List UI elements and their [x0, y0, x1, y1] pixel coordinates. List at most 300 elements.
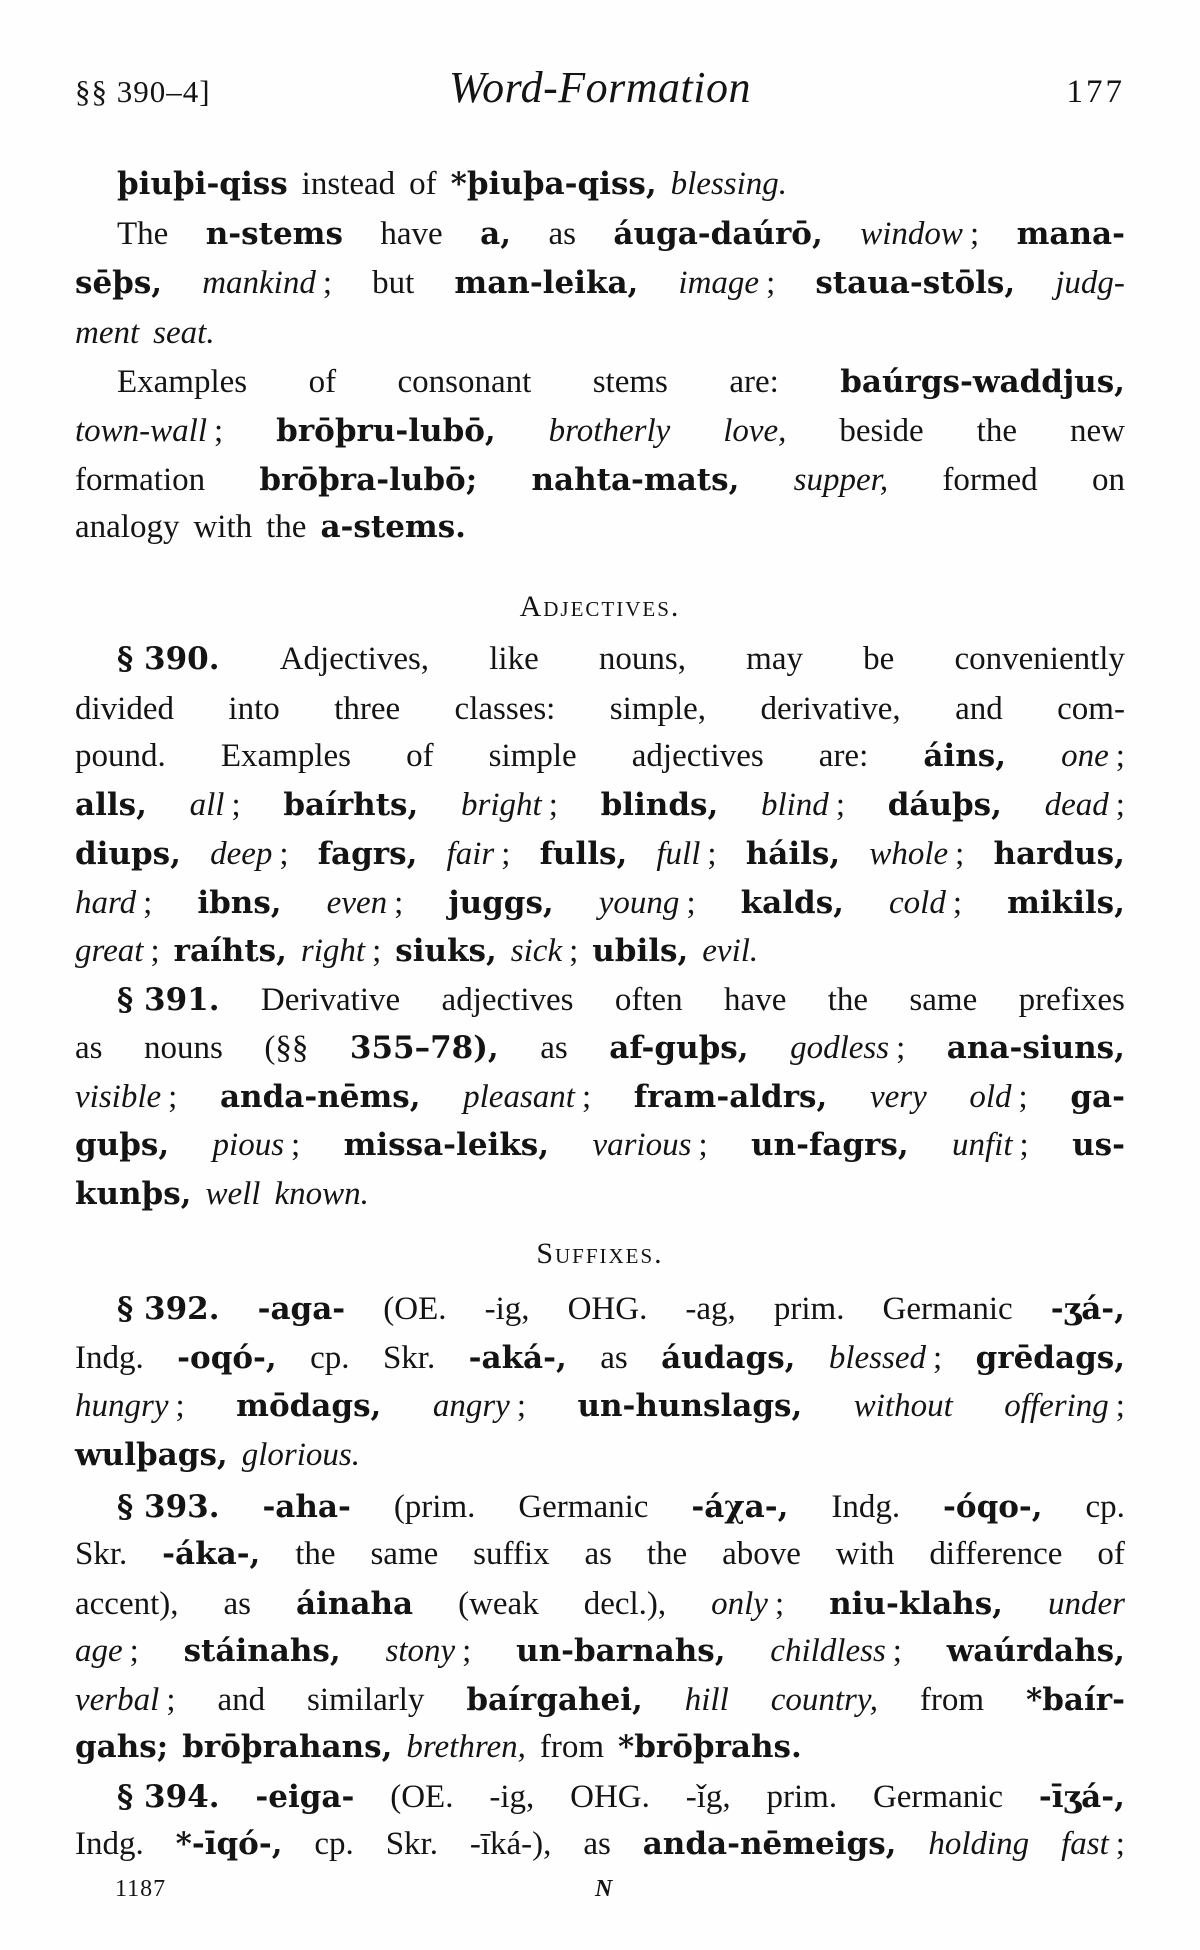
word: the	[266, 509, 307, 545]
word-group	[760, 687, 900, 731]
word-group	[929, 1532, 1062, 1576]
word: ;	[150, 933, 160, 969]
word-group	[889, 881, 962, 925]
word: ;	[129, 1633, 139, 1669]
word: but	[372, 265, 415, 301]
word-group	[584, 1582, 666, 1626]
word-group	[1055, 261, 1125, 305]
word-group	[977, 409, 1017, 453]
word-group	[615, 978, 683, 1022]
gloss-word: image	[678, 265, 760, 301]
word-group	[952, 1123, 1029, 1167]
section-heading: Suffixes.	[536, 1237, 664, 1270]
word: ;	[1115, 738, 1125, 774]
word-group	[466, 1678, 642, 1722]
word: have	[724, 982, 787, 1018]
word: as	[583, 1826, 611, 1862]
gloss-word: town-wall	[75, 413, 208, 449]
word-group	[75, 783, 147, 827]
gloss-word: unfit	[952, 1127, 1013, 1163]
word-group	[75, 409, 223, 453]
gothic-word: juggs,	[448, 885, 554, 921]
word: Indg.	[831, 1489, 901, 1525]
word-group	[518, 1485, 648, 1529]
gothic-word: kunþs,	[75, 1176, 192, 1212]
word-group	[177, 1336, 277, 1380]
word: com-	[1057, 691, 1125, 727]
word: ;	[766, 265, 776, 301]
word-group	[75, 1582, 179, 1626]
word: have	[380, 216, 443, 252]
text-line	[75, 1582, 1125, 1626]
word-group	[829, 1336, 942, 1380]
gloss-word: offering	[1004, 1388, 1109, 1424]
word: (prim.	[393, 1489, 476, 1525]
word: ;	[168, 1079, 178, 1115]
text-line	[117, 1775, 1125, 1819]
word: instead	[301, 166, 396, 202]
word-group	[255, 1775, 354, 1819]
word-group	[678, 261, 775, 305]
word-group	[448, 881, 553, 925]
gothic-word: -īʒá-,	[1038, 1779, 1125, 1815]
word: above	[722, 1536, 801, 1572]
word-group	[442, 978, 574, 1022]
word-group	[942, 458, 1037, 502]
text-line	[75, 1822, 1125, 1866]
word: Skr.	[75, 1536, 128, 1572]
word-group	[860, 212, 979, 256]
word: ;	[1115, 787, 1125, 823]
word-group	[583, 1822, 611, 1866]
word: ;	[707, 836, 717, 872]
text-line	[75, 1629, 1125, 1673]
word-group	[761, 783, 845, 827]
word-group	[153, 311, 214, 355]
text-line	[75, 1172, 1125, 1216]
word-group	[258, 1287, 346, 1331]
gothic-word: háils,	[745, 836, 841, 872]
word: on	[1091, 462, 1125, 498]
gothic-word: áudags,	[661, 1340, 796, 1376]
word-group	[406, 734, 434, 778]
word-group	[1004, 1384, 1125, 1428]
word: of	[406, 738, 434, 774]
text-line	[75, 1336, 1125, 1380]
gothic-word: § 394.	[117, 1779, 220, 1815]
word-group	[863, 637, 894, 681]
word-group	[372, 261, 414, 305]
gothic-word: *þiuþa-qiss,	[450, 166, 657, 202]
word-group	[724, 978, 786, 1022]
word: ;	[322, 265, 333, 301]
word-group	[397, 360, 531, 404]
word-group	[685, 1678, 729, 1722]
word: Examples	[117, 364, 248, 400]
word-group	[691, 1485, 788, 1529]
text-line	[75, 1384, 1125, 1428]
text-line	[117, 360, 1125, 404]
section-range: §§ 390–4]	[75, 74, 211, 109]
word-group	[947, 1026, 1125, 1070]
word-group	[318, 832, 418, 876]
word-group	[593, 360, 668, 404]
word-group	[117, 637, 220, 681]
word-group	[976, 1336, 1125, 1380]
gothic-word: -aká-,	[468, 1340, 567, 1376]
gloss-word: young	[598, 885, 680, 921]
running-head	[75, 62, 1125, 122]
word-group	[790, 1026, 905, 1070]
text-line	[75, 1433, 1125, 1477]
word-group	[1026, 1678, 1125, 1722]
word: like	[489, 641, 539, 677]
text-line	[117, 637, 1125, 681]
word-group	[117, 978, 220, 1022]
gloss-word: under	[1047, 1586, 1125, 1622]
text-line	[75, 505, 1125, 549]
word-group	[383, 1336, 435, 1380]
word: ;	[569, 933, 579, 969]
gloss-word: age	[75, 1633, 123, 1669]
gothic-word: alls,	[75, 787, 147, 823]
word: ;	[1019, 1127, 1029, 1163]
word-group	[920, 1678, 984, 1722]
word-group	[75, 1532, 127, 1576]
word: ;	[835, 787, 845, 823]
word-group	[548, 212, 576, 256]
word-group	[261, 978, 400, 1022]
word-group	[75, 1172, 191, 1216]
gothic-word: dáuþs,	[887, 787, 1002, 823]
word: derivative,	[760, 691, 901, 727]
text-line	[75, 1532, 1125, 1576]
word: three	[334, 691, 401, 727]
word: ;	[892, 1633, 902, 1669]
gothic-word: missa-leiks,	[343, 1127, 550, 1163]
word-group	[592, 929, 688, 973]
chapter-title: Word-Formation	[449, 63, 751, 112]
gothic-word: ana-siuns,	[946, 1030, 1125, 1066]
word-group	[923, 734, 1006, 778]
gothic-word: § 392.	[117, 1291, 220, 1327]
word: be	[863, 641, 895, 677]
word: divided	[75, 691, 174, 727]
word-group	[883, 1287, 1013, 1331]
word-group	[283, 783, 418, 827]
word: (OE.	[390, 1779, 454, 1815]
gothic-word: § 391.	[117, 982, 220, 1018]
gloss-word: evil.	[702, 933, 759, 969]
word-group	[350, 1026, 499, 1070]
gloss-word: full	[656, 836, 701, 872]
word-group	[262, 1485, 350, 1529]
gothic-word: fulls,	[539, 836, 628, 872]
gothic-word: nahta-mats,	[531, 462, 740, 498]
word-group	[741, 881, 844, 925]
word-group	[1057, 687, 1125, 731]
word: often	[614, 982, 683, 1018]
word-group	[511, 929, 578, 973]
gloss-word: only	[711, 1586, 768, 1622]
gothic-word: brōþrahans,	[182, 1729, 393, 1765]
word: simple,	[609, 691, 707, 727]
word-group	[600, 1336, 628, 1380]
word-group	[632, 734, 764, 778]
word-group	[117, 162, 288, 206]
word-group	[221, 734, 351, 778]
gothic-word: gahs;	[75, 1729, 169, 1765]
word: -īká-),	[469, 1826, 552, 1862]
word-group	[217, 1678, 265, 1722]
gothic-word: § 390.	[117, 641, 220, 677]
word-group	[993, 832, 1124, 876]
word-group	[223, 1582, 251, 1626]
word: ;	[581, 1079, 592, 1115]
word: consonant	[397, 364, 532, 400]
gothic-word: guþs,	[75, 1127, 170, 1163]
gothic-word: baúrgs-waddjus,	[840, 364, 1125, 400]
gloss-word: hard	[75, 885, 137, 921]
word: Germanic	[882, 1291, 1013, 1327]
word: (OE.	[383, 1291, 447, 1327]
word: Indg.	[75, 1340, 144, 1376]
word-group	[767, 1775, 838, 1819]
gloss-word: brethren,	[406, 1729, 526, 1765]
gloss-word: all	[189, 787, 225, 823]
word-group	[380, 212, 442, 256]
word-group	[489, 734, 577, 778]
gloss-word: childless	[770, 1633, 886, 1669]
word: cp.	[1085, 1489, 1125, 1525]
gloss-word: window	[860, 216, 963, 252]
word-group	[873, 1775, 1003, 1819]
word: ;	[896, 1030, 906, 1066]
word-group	[395, 929, 497, 973]
gloss-word: pious	[212, 1127, 285, 1163]
word: Adjectives,	[279, 641, 430, 677]
gothic-word: -óqo-,	[943, 1489, 1043, 1525]
word: adjectives	[631, 738, 764, 774]
word-group	[540, 832, 628, 876]
word-group	[383, 1287, 446, 1331]
text-line	[75, 734, 1125, 778]
gothic-word: brōþra-lubō;	[259, 462, 478, 498]
word-group	[489, 1775, 534, 1819]
word-group	[274, 1172, 368, 1216]
word-group	[320, 505, 466, 549]
word-group	[276, 409, 496, 453]
word-group	[193, 505, 252, 549]
word: ;	[143, 885, 153, 921]
word-group	[854, 1384, 953, 1428]
word: Germanic	[872, 1779, 1004, 1815]
gloss-word: bright	[461, 787, 542, 823]
word-group	[829, 1582, 1003, 1626]
page-footer	[75, 1876, 1125, 1912]
gloss-word: old	[969, 1079, 1012, 1115]
word: the	[295, 1536, 336, 1572]
word-group	[568, 1287, 648, 1331]
gloss-word: fair	[446, 836, 495, 872]
word-group	[947, 1629, 1125, 1673]
word-group	[75, 1384, 185, 1428]
word-group	[447, 832, 511, 876]
gothic-word: -oqó-,	[177, 1340, 277, 1376]
word: (weak	[458, 1586, 539, 1622]
word-group	[1051, 1287, 1125, 1331]
text-line	[75, 687, 1125, 731]
word: with	[193, 509, 253, 545]
gloss-word: sick	[510, 933, 563, 969]
word: ;	[279, 836, 289, 872]
word-group	[928, 1822, 1029, 1866]
gloss-word: dead	[1044, 787, 1109, 823]
word: adjectives	[441, 982, 574, 1018]
gothic-word: niu-klahs,	[829, 1586, 1003, 1622]
word: ;	[1018, 1079, 1028, 1115]
word-group	[220, 1075, 421, 1119]
word-group	[295, 1532, 335, 1576]
text-line	[75, 1123, 1125, 1167]
word-group	[828, 978, 868, 1022]
gothic-word: áuga-daúrō,	[613, 216, 823, 252]
word: ;	[231, 787, 241, 823]
text-line	[75, 1725, 1125, 1769]
word-group	[75, 311, 139, 355]
word-group	[909, 978, 977, 1022]
word-group	[314, 1822, 353, 1866]
word-group	[242, 1433, 360, 1477]
word-group	[549, 409, 671, 453]
word: are:	[729, 364, 779, 400]
word-group	[264, 1026, 308, 1070]
word-group	[888, 783, 1002, 827]
word: Derivative	[260, 982, 401, 1018]
word: ;	[291, 1127, 301, 1163]
text-line	[75, 409, 1125, 453]
word-group	[647, 1532, 687, 1576]
gothic-word: fram-aldrs,	[633, 1079, 828, 1115]
gloss-word: fast	[1061, 1826, 1109, 1862]
word: formed	[942, 462, 1038, 498]
gothic-word: -áχa-,	[691, 1489, 789, 1525]
word-group	[485, 1287, 530, 1331]
word-group	[280, 637, 429, 681]
word-group	[771, 1678, 878, 1722]
word: cp.	[314, 1826, 354, 1862]
section-heading: Adjectives.	[519, 590, 681, 623]
word-group	[774, 1287, 845, 1331]
word-group	[117, 1485, 220, 1529]
word-group	[1045, 783, 1125, 827]
word: The	[117, 216, 169, 252]
word-group	[463, 1075, 591, 1119]
word-group	[210, 832, 288, 876]
word: decl.),	[583, 1586, 667, 1622]
word: ;	[372, 933, 382, 969]
word: Germanic	[518, 1489, 649, 1525]
word: ;	[516, 1388, 526, 1424]
word: of	[1097, 1536, 1125, 1572]
word: ;	[933, 1340, 943, 1376]
word-group	[174, 929, 287, 973]
gloss-word: blessing.	[670, 166, 788, 202]
gothic-word: 355–78),	[349, 1030, 499, 1066]
word-group	[394, 1485, 476, 1529]
text-line	[75, 1678, 1125, 1722]
gloss-word: various	[592, 1127, 692, 1163]
word-group	[751, 1123, 909, 1167]
word-group	[370, 1532, 438, 1576]
page-number: 177	[1066, 74, 1125, 110]
word: Skr.	[382, 1340, 436, 1376]
text-line	[117, 162, 1125, 206]
word-group	[162, 1532, 260, 1576]
word: may	[746, 641, 803, 677]
gothic-word: sēþs,	[75, 265, 163, 301]
word: (§§	[264, 1030, 309, 1066]
word-group	[1086, 1485, 1125, 1529]
gothic-word: waúrdahs,	[946, 1633, 1125, 1669]
gloss-word: judg-	[1055, 265, 1125, 301]
gloss-word: hill	[684, 1682, 729, 1718]
word-group	[75, 1336, 144, 1380]
word-group	[334, 687, 400, 731]
word-group	[386, 1822, 438, 1866]
word: prefixes	[1018, 982, 1125, 1018]
gloss-word: known.	[274, 1176, 369, 1212]
word-group	[473, 1532, 549, 1576]
word: ;	[955, 836, 965, 872]
word: ;	[686, 885, 696, 921]
word-group	[75, 1725, 168, 1769]
gothic-word: ibns,	[197, 885, 282, 921]
word-group	[831, 1485, 900, 1529]
gothic-word: hardus,	[993, 836, 1125, 872]
word-group	[943, 1485, 1043, 1529]
word-group	[954, 637, 1124, 681]
gothic-word: brōþru-lubō,	[276, 413, 496, 449]
gloss-word: whole	[869, 836, 949, 872]
word-group	[176, 1822, 283, 1866]
word-group	[729, 360, 778, 404]
word-group	[599, 881, 696, 925]
word: ;	[1115, 1826, 1125, 1862]
gothic-word: anda-nēmeigs,	[642, 1826, 897, 1862]
gothic-word: man-leika,	[454, 265, 639, 301]
word-group	[301, 929, 381, 973]
word-group	[75, 734, 166, 778]
word-group	[686, 1775, 731, 1819]
word-group	[390, 1775, 453, 1819]
word-group	[190, 783, 241, 827]
gothic-word: anda-nēms,	[219, 1079, 421, 1115]
word: with	[835, 1536, 895, 1572]
word-group	[117, 212, 168, 256]
word: accent),	[75, 1586, 179, 1622]
word-group	[75, 1822, 144, 1866]
word-group	[840, 360, 1125, 404]
signature-mark: N	[595, 1876, 613, 1902]
signature-number: 1187	[115, 1876, 167, 1902]
text-line	[75, 783, 1125, 827]
word-group	[516, 1629, 725, 1673]
word-group	[1019, 978, 1125, 1022]
word-group	[236, 1384, 381, 1428]
word-group	[75, 832, 181, 876]
word-group	[75, 458, 205, 502]
